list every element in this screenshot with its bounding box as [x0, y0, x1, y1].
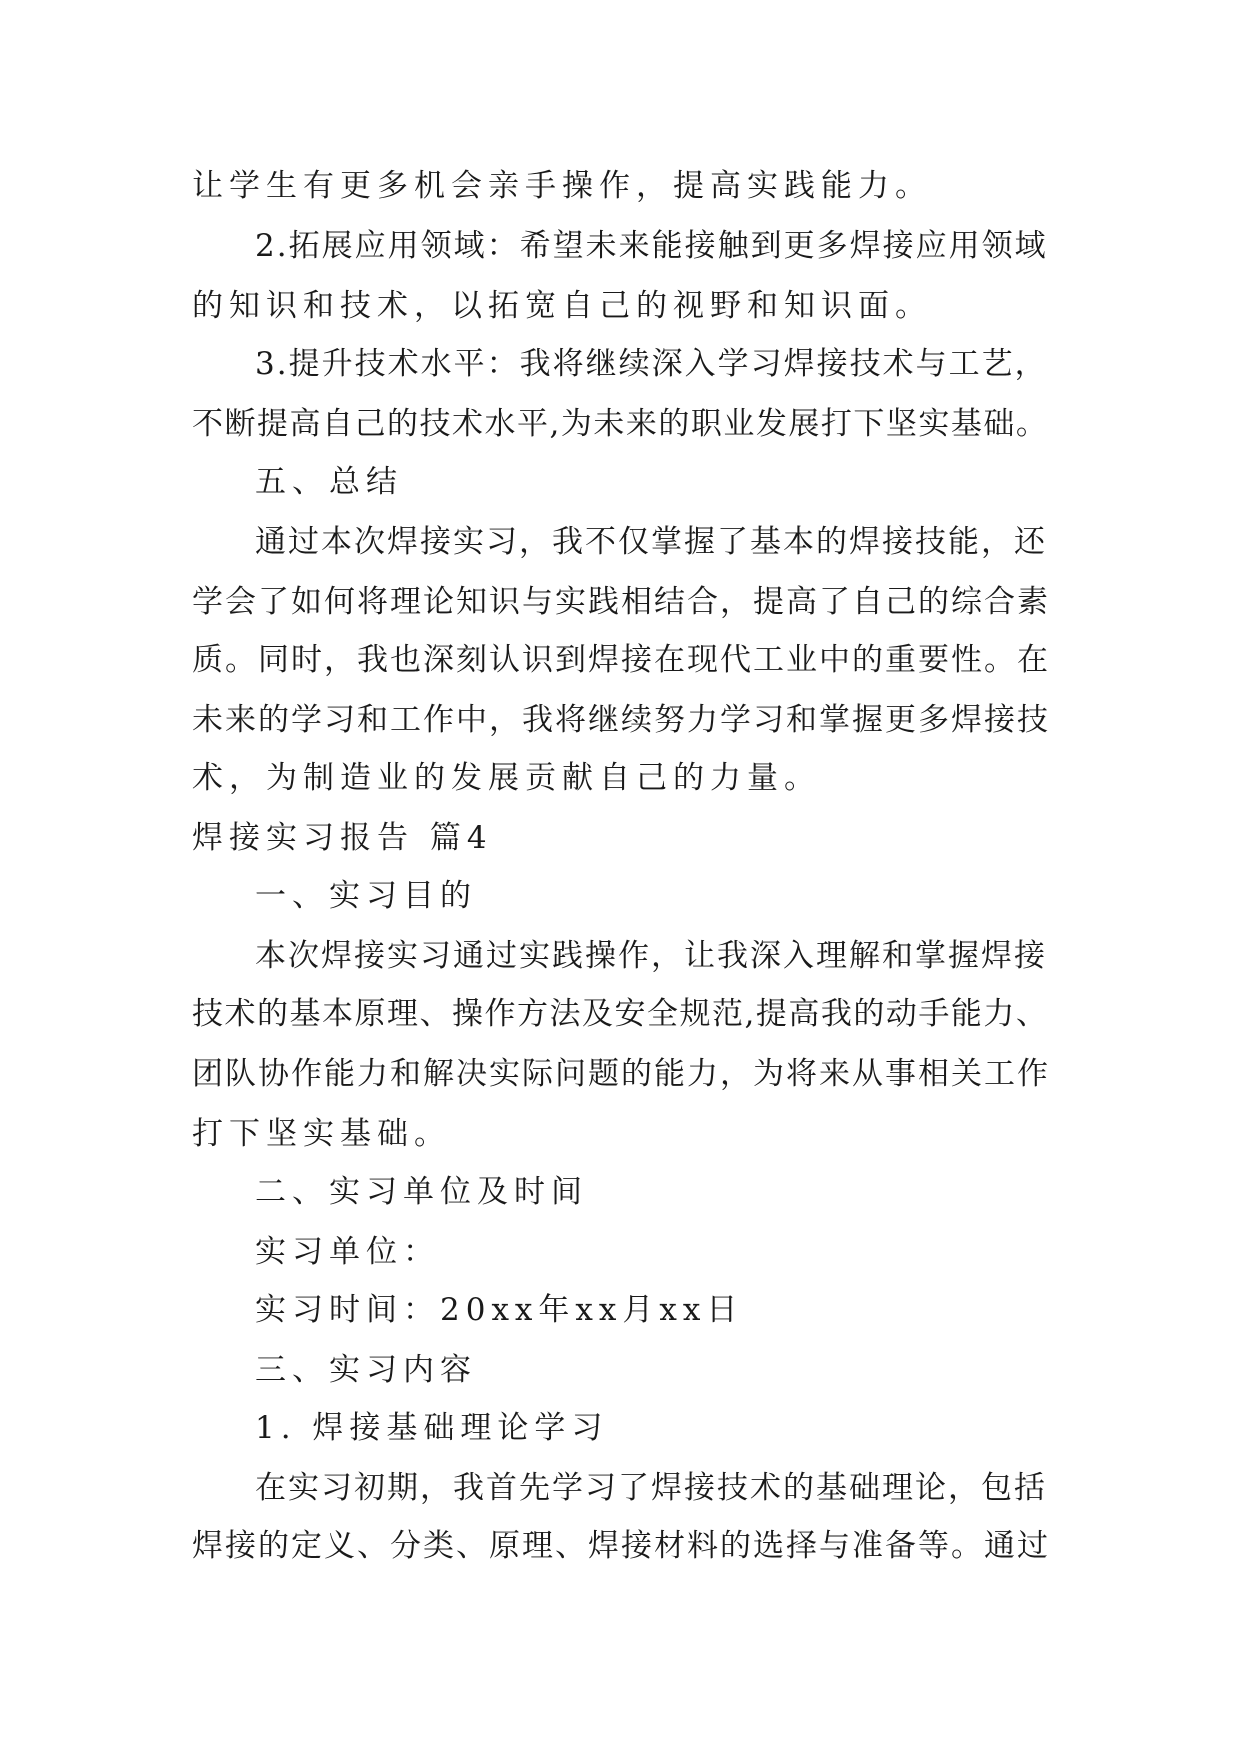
list-item-line: 3.提升技术水平：我将继续深入学习焊接技术与工艺，: [255, 346, 1048, 382]
paragraph-line: 通过本次焊接实习，我不仅掌握了基本的焊接技能，还: [255, 524, 1047, 560]
body-line: 让学生有更多机会亲手操作，提高实践能力。: [192, 168, 932, 204]
field-line: 实习单位：: [255, 1234, 440, 1270]
subsection-heading: 1. 焊接基础理论学习: [255, 1410, 609, 1446]
paragraph-line: 未来的学习和工作中，我将继续努力学习和掌握更多焊接技: [192, 702, 1050, 738]
paragraph-line: 团队协作能力和解决实际问题的能力，为将来从事相关工作: [192, 1056, 1050, 1092]
paragraph-line: 技术的基本原理、操作方法及安全规范,提高我的动手能力、: [192, 996, 1049, 1032]
body-line: 的知识和技术，以拓宽自己的视野和知识面。: [192, 288, 932, 324]
list-item-line: 2.拓展应用领域：希望未来能接触到更多焊接应用领域: [255, 228, 1048, 264]
paragraph-line: 术，为制造业的发展贡献自己的力量。: [192, 760, 821, 796]
paragraph-line: 在实习初期，我首先学习了焊接技术的基础理论，包括: [255, 1470, 1047, 1506]
section-heading: 三、实习内容: [255, 1352, 477, 1388]
paragraph-line: 学会了如何将理论知识与实践相结合，提高了自己的综合素: [192, 584, 1050, 620]
section-heading: 一、实习目的: [255, 878, 477, 914]
paragraph-line: 本次焊接实习通过实践操作，让我深入理解和掌握焊接: [255, 938, 1047, 974]
paragraph-line: 打下坚实基础。: [192, 1116, 451, 1152]
body-line: 不断提高自己的技术水平,为未来的职业发展打下坚实基础。: [192, 406, 1049, 442]
section-heading: 二、实习单位及时间: [255, 1174, 588, 1210]
field-line: 实习时间：20xx年xx月xx日: [255, 1292, 744, 1328]
section-heading: 五、总结: [255, 464, 403, 500]
paragraph-line: 质。同时，我也深刻认识到焊接在现代工业中的重要性。在: [192, 642, 1050, 678]
document-title: 焊接实习报告 篇4: [192, 820, 493, 856]
paragraph-line: 焊接的定义、分类、原理、焊接材料的选择与准备等。通过: [192, 1528, 1050, 1564]
